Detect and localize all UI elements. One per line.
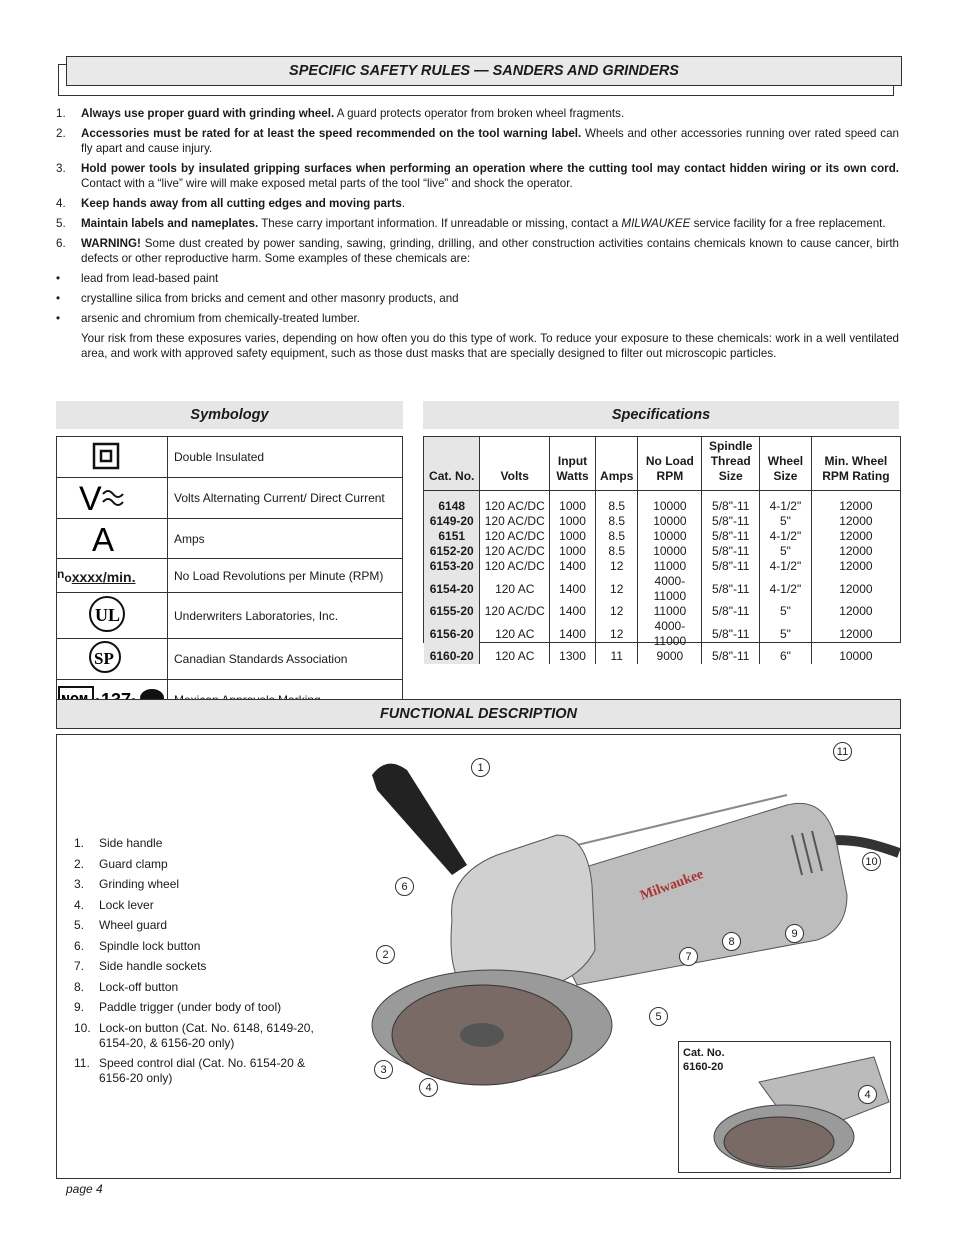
spec-cell: 4000-11000 xyxy=(638,619,702,649)
functional-item xyxy=(74,898,334,913)
spec-cell: 8.5 xyxy=(595,514,637,529)
functional-number: 6. xyxy=(74,938,85,953)
rule-body: These carry important information. If unreadable or missing, contact a xyxy=(258,217,622,230)
spec-header: Spindle Thread Size xyxy=(702,437,760,491)
functional-label: Wheel guard xyxy=(99,918,168,932)
amps-icon xyxy=(57,519,168,559)
symbol-label: Canadian Standards Association xyxy=(168,639,403,680)
spec-cell: 6160-20 xyxy=(424,649,480,664)
bullet-item xyxy=(56,291,899,306)
functional-number: 2. xyxy=(74,856,85,871)
spec-cell: 6151 xyxy=(424,529,480,544)
spec-cell: 4-1/2" xyxy=(760,529,812,544)
symbol-row xyxy=(57,437,403,478)
spec-cell: 10000 xyxy=(638,529,702,544)
svg-text:A: A xyxy=(92,521,115,555)
callout-6: 6 xyxy=(395,877,414,896)
spec-cell: 4-1/2" xyxy=(760,559,812,574)
spec-cell: 12 xyxy=(595,559,637,574)
rule-body: Some dust created by power sanding, sawing, grinding, drilling, and other construction activities contains chemicals known to cause cancer, birth defects or other reproductive harm. Some examples of these chemicals are: xyxy=(81,237,899,265)
symbol-label: Volts Alternating Current/ Direct Current xyxy=(168,478,403,519)
spec-cell: 12000 xyxy=(811,529,900,544)
functional-number: 5. xyxy=(74,918,85,932)
spec-cell: 12000 xyxy=(811,619,900,649)
bullet-text: lead from lead-based paint xyxy=(81,272,219,285)
functional-label: Spindle lock button xyxy=(99,938,201,953)
spec-cell: 5" xyxy=(760,619,812,649)
rule-body-2: service facility for a free replacement. xyxy=(690,217,886,230)
functional-number: 7. xyxy=(74,959,85,973)
inset-label: Cat. No. 6160-20 xyxy=(683,1047,725,1073)
rule-text xyxy=(81,236,899,266)
spec-cell: 120 AC xyxy=(480,619,550,649)
spec-cell: 12000 xyxy=(811,491,900,515)
callout-8: 8 xyxy=(722,932,741,951)
functional-item xyxy=(74,1056,334,1086)
spec-row xyxy=(424,574,900,604)
spec-row xyxy=(424,529,900,544)
spec-row xyxy=(424,491,900,515)
spec-cell: 6149-20 xyxy=(424,514,480,529)
spec-cell: 5/8"-11 xyxy=(702,559,760,574)
rule-number: 1. xyxy=(56,107,66,120)
rule-item xyxy=(56,196,899,211)
callout-9: 9 xyxy=(785,924,804,943)
spec-cell: 1000 xyxy=(550,544,596,559)
symbol-row xyxy=(57,639,403,680)
symbol-row xyxy=(57,593,403,639)
spec-cell: 8.5 xyxy=(595,544,637,559)
symbol-row xyxy=(57,478,403,519)
spec-cell: 5/8"-11 xyxy=(702,574,760,604)
rule-number: 2. xyxy=(56,127,66,140)
svg-text:SP: SP xyxy=(94,649,114,668)
functional-label: Lock-on button (Cat. No. 6148, 6149-20, 6154-20, & 6156-20 only) xyxy=(99,1020,314,1050)
symbol-label: Amps xyxy=(168,519,403,559)
functional-item xyxy=(74,959,334,974)
rule-bold: Always use proper guard with grinding wheel. xyxy=(81,107,335,120)
rule-number: 6. xyxy=(56,237,66,250)
spec-cell: 12000 xyxy=(811,514,900,529)
callout-11: 11 xyxy=(833,742,852,761)
inset-6160-20 xyxy=(678,1041,891,1173)
spec-cell: 12000 xyxy=(811,559,900,574)
callout-4: 4 xyxy=(419,1078,438,1097)
spec-cell: 1400 xyxy=(550,604,596,619)
functional-label: Grinding wheel xyxy=(99,877,180,891)
rule-text xyxy=(81,106,899,121)
spec-cell: 6155-20 xyxy=(424,604,480,619)
functional-label: Side handle xyxy=(99,836,163,850)
functional-item xyxy=(74,877,334,892)
functional-item xyxy=(74,836,334,851)
callout-10: 10 xyxy=(862,852,881,871)
rule-item xyxy=(56,161,899,191)
spec-cell: 1300 xyxy=(550,649,596,664)
callout-5: 5 xyxy=(649,1007,668,1026)
spec-header: Volts xyxy=(480,437,550,491)
bullet-icon: • xyxy=(56,292,61,305)
spec-header: Wheel Size xyxy=(760,437,812,491)
spec-cell: 120 AC/DC xyxy=(480,544,550,559)
spec-cell: 10000 xyxy=(638,514,702,529)
spec-cell: 5/8"-11 xyxy=(702,514,760,529)
functional-label: Lock-off button xyxy=(99,979,179,994)
functional-list xyxy=(74,836,334,1092)
rule-bold: WARNING! xyxy=(81,237,141,250)
rpm-symbol: xxxx/min. xyxy=(71,568,136,585)
spec-cell: 5/8"-11 xyxy=(702,649,760,664)
spec-cell: 4-1/2" xyxy=(760,574,812,604)
safety-rules xyxy=(56,106,899,361)
rule-item xyxy=(56,106,899,121)
symbol-label: No Load Revolutions per Minute (RPM) xyxy=(168,559,403,593)
spec-cell: 4000-11000 xyxy=(638,574,702,604)
spec-cell: 120 AC xyxy=(480,574,550,604)
rule-text xyxy=(81,161,899,191)
spec-cell: 5/8"-11 xyxy=(702,529,760,544)
specifications-table xyxy=(423,436,901,663)
rule-bold: Accessories must be rated for at least the speed recommended on the tool warning label. xyxy=(81,127,582,140)
functional-number: 9. xyxy=(74,1000,85,1014)
page-title: SPECIFIC SAFETY RULES — SANDERS AND GRINDERS xyxy=(66,56,902,86)
functional-item xyxy=(74,918,334,933)
functional-item xyxy=(74,980,334,995)
rule-bold: Maintain labels and nameplates. xyxy=(81,217,259,230)
functional-label: Speed control dial (Cat. No. 6154-20 & 6156-20 only) xyxy=(99,1056,306,1085)
functional-label: Lock lever xyxy=(99,897,154,912)
rpm-icon: noxxxx/min. xyxy=(57,559,168,593)
spec-row xyxy=(424,649,900,664)
bullet-item xyxy=(56,271,899,286)
functional-number: 1. xyxy=(74,836,85,850)
callout-1: 1 xyxy=(471,758,490,777)
spec-cell: 11000 xyxy=(638,559,702,574)
functional-number: 4. xyxy=(74,897,85,912)
spec-cell: 10000 xyxy=(638,544,702,559)
functional-item xyxy=(74,939,334,954)
spec-cell: 8.5 xyxy=(595,529,637,544)
spec-cell: 120 AC/DC xyxy=(480,491,550,515)
spec-row xyxy=(424,604,900,619)
spec-cell: 6153-20 xyxy=(424,559,480,574)
rule-text xyxy=(81,126,899,156)
spec-cell: 1400 xyxy=(550,559,596,574)
spec-cell: 9000 xyxy=(638,649,702,664)
spec-cell: 5" xyxy=(760,604,812,619)
spec-cell: 120 AC/DC xyxy=(480,529,550,544)
rule-body: A guard protects operator from broken wheel fragments. xyxy=(334,107,625,120)
svg-text:Milwaukee: Milwaukee xyxy=(638,867,706,904)
rule-text xyxy=(81,216,899,231)
spec-cell: 12 xyxy=(595,604,637,619)
csa-icon xyxy=(57,639,168,680)
bullet-icon: • xyxy=(56,272,61,285)
svg-text:V: V xyxy=(79,480,102,515)
rule-bold: Keep hands away from all cutting edges and moving parts xyxy=(81,197,402,210)
callout-2: 2 xyxy=(376,945,395,964)
rule-item xyxy=(56,236,899,266)
rule-body: Contact with a “live” wire will make exposed metal parts of the tool “live” and shock the operator. xyxy=(81,177,573,190)
functional-label: Guard clamp xyxy=(99,856,168,871)
functional-number: 3. xyxy=(74,877,85,891)
bullet-text: crystalline silica from bricks and cement and other masonry products, and xyxy=(81,292,459,305)
spec-header: Input Watts xyxy=(550,437,596,491)
symbology-table xyxy=(56,436,403,720)
spec-cell: 1400 xyxy=(550,574,596,604)
spec-cell: 10000 xyxy=(638,491,702,515)
callout-3: 3 xyxy=(374,1060,393,1079)
symbol-label: Underwriters Laboratories, Inc. xyxy=(168,593,403,639)
rule-body: . xyxy=(401,197,406,210)
svg-text:UL: UL xyxy=(95,605,121,625)
spec-cell: 1400 xyxy=(550,619,596,649)
spec-header: No Load RPM xyxy=(638,437,702,491)
spec-cell: 12 xyxy=(595,574,637,604)
spec-cell: 6" xyxy=(760,649,812,664)
functional-item xyxy=(74,1021,334,1051)
functional-label: Paddle trigger (under body of tool) xyxy=(99,1000,282,1014)
functional-label: Side handle sockets xyxy=(99,959,207,973)
spec-cell: 6152-20 xyxy=(424,544,480,559)
spec-cell: 1000 xyxy=(550,514,596,529)
spec-cell: 11 xyxy=(595,649,637,664)
spec-cell: 11000 xyxy=(638,604,702,619)
spec-cell: 5/8"-11 xyxy=(702,604,760,619)
spec-row xyxy=(424,544,900,559)
rule-text xyxy=(81,196,899,211)
spec-cell: 1000 xyxy=(550,491,596,515)
spec-cell: 12000 xyxy=(811,574,900,604)
rule-italic: MILWAUKEE xyxy=(621,217,691,230)
exposure-paragraph: Your risk from these exposures varies, depending on how often you do this type of work. To reduce your exposure to these chemicals: work in a well ventilated area, and work with approved safety equipment, such as those dust masks that are specially designed to filter out microscopic particles. xyxy=(81,332,899,360)
spec-cell: 120 AC xyxy=(480,649,550,664)
callout-4-inset: 4 xyxy=(858,1085,877,1104)
spec-cell: 4-1/2" xyxy=(760,491,812,515)
spec-header: Min. Wheel RPM Rating xyxy=(811,437,900,491)
spec-cell: 5/8"-11 xyxy=(702,619,760,649)
double-insulated-icon xyxy=(57,437,168,478)
spec-cell: 10000 xyxy=(811,649,900,664)
functional-title: FUNCTIONAL DESCRIPTION xyxy=(56,699,901,729)
spec-cell: 120 AC/DC xyxy=(480,604,550,619)
rule-body: Wheels and other accessories running over rated speed can fly apart and cause injury. xyxy=(81,127,899,155)
spec-cell: 120 AC/DC xyxy=(480,559,550,574)
rule-number: 4. xyxy=(56,197,66,210)
ul-icon xyxy=(57,593,168,639)
rule-number: 3. xyxy=(56,162,66,175)
symbol-row xyxy=(57,559,403,593)
spec-cell: 12000 xyxy=(811,544,900,559)
spec-header: Amps xyxy=(595,437,637,491)
functional-number: 10. xyxy=(74,1020,91,1035)
rule-item xyxy=(56,126,899,156)
functional-item xyxy=(74,857,334,872)
spec-cell: 12 xyxy=(595,619,637,649)
spec-cell: 1000 xyxy=(550,529,596,544)
symbology-title: Symbology xyxy=(56,401,403,429)
page-number: page 4 xyxy=(66,1182,103,1196)
rule-bold: Hold power tools by insulated gripping surfaces when performing an operation where the cutting tool may contact hidden wiring or its own cord. xyxy=(81,162,899,175)
callout-7: 7 xyxy=(679,947,698,966)
spec-cell: 12000 xyxy=(811,604,900,619)
spec-cell: 5" xyxy=(760,514,812,529)
spec-header: Cat. No. xyxy=(424,437,480,491)
ac-dc-icon xyxy=(57,478,168,519)
rule-number: 5. xyxy=(56,217,66,230)
spec-row xyxy=(424,619,900,649)
spec-cell: 5/8"-11 xyxy=(702,491,760,515)
functional-item xyxy=(74,1000,334,1015)
bullet-text: arsenic and chromium from chemically-treated lumber. xyxy=(81,312,360,325)
functional-number: 11. xyxy=(74,1056,90,1070)
spec-cell: 6156-20 xyxy=(424,619,480,649)
functional-number: 8. xyxy=(74,979,85,994)
symbol-row xyxy=(57,519,403,559)
bullet-icon: • xyxy=(56,312,61,325)
symbol-label: Double Insulated xyxy=(168,437,403,478)
rule-item xyxy=(56,216,899,231)
bullet-item xyxy=(56,311,899,326)
specifications-title: Specifications xyxy=(423,401,899,429)
spec-cell: 120 AC/DC xyxy=(480,514,550,529)
spec-row xyxy=(424,559,900,574)
spec-cell: 6148 xyxy=(424,491,480,515)
spec-cell: 8.5 xyxy=(595,491,637,515)
spec-cell: 5" xyxy=(760,544,812,559)
spec-row xyxy=(424,514,900,529)
spec-cell: 6154-20 xyxy=(424,574,480,604)
spec-cell: 5/8"-11 xyxy=(702,544,760,559)
